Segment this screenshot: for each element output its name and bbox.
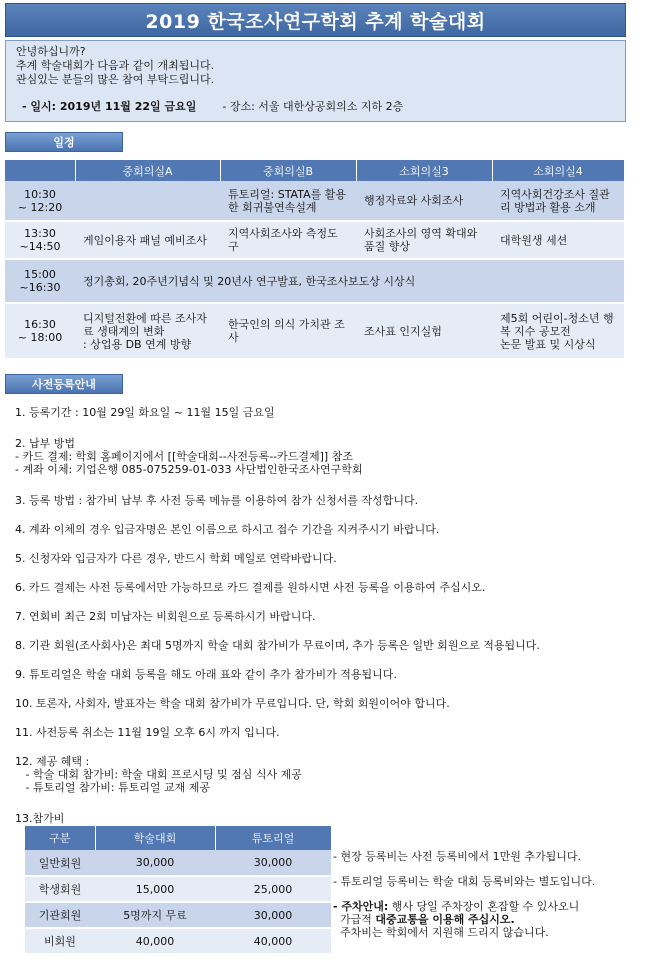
header-cell: 학술대회 xyxy=(95,826,215,850)
note-transit-bold: 대중교통을 이용해 주십시오. xyxy=(375,913,515,926)
header-cell: 소회의실3 xyxy=(356,160,492,181)
fee-category: 기관회원 xyxy=(25,902,95,928)
list-item: - 학술 대회 참가비: 학술 대회 프로시딩 및 점심 식사 제공 xyxy=(15,768,302,781)
list-item: 11. 사전등록 취소는 11월 19일 오후 6시 까지 입니다. xyxy=(15,726,280,739)
list-item: 5. 신청자와 입금자가 다른 경우, 반드시 학회 메일로 연락바랍니다. xyxy=(15,552,337,565)
list-item: 10. 토론자, 사회자, 발표자는 학술 대회 참가비가 무료입니다. 단, 학회 회원이어야 합니다. xyxy=(15,697,450,710)
fee-value: 30,000 xyxy=(215,850,331,876)
table-row xyxy=(25,876,331,902)
fee-value: 25,000 xyxy=(215,876,331,902)
list-item: 9. 튜토리얼은 학술 대회 등록을 해도 아래 표와 같이 추가 참가비가 적용됩니다. xyxy=(15,668,397,681)
session-cell: 튜토리얼: STATA를 활용한 회귀불연속설계 xyxy=(220,181,356,221)
table-row xyxy=(5,181,624,221)
list-item: 8. 기관 회원(조사회사)은 최대 5명까지 학술 대회 참가비가 무료이며, 추가 등록은 일반 회원으로 적용됩니다. xyxy=(15,639,540,652)
fee-table xyxy=(25,826,332,955)
page-title: 2019 한국조사연구학회 추계 학술대회 xyxy=(145,10,486,33)
intro-line: 관심있는 분들의 많은 참여 부탁드립니다. xyxy=(16,73,215,86)
table-row xyxy=(25,902,331,928)
header-cell xyxy=(5,160,75,181)
list-item: 2. 납부 방법 xyxy=(15,437,75,450)
header-cell: 중회의실B xyxy=(220,160,356,181)
header-cell: 중회의실A xyxy=(75,160,220,181)
list-item: 13.참가비 xyxy=(15,812,65,825)
session-cell: 행정자료와 사회조사 xyxy=(356,181,492,221)
time-cell: 16:30 ~ 18:00 xyxy=(5,303,75,359)
table-row xyxy=(5,259,624,303)
time-cell: 13:30 ~14:50 xyxy=(5,221,75,259)
intro-box xyxy=(5,40,626,122)
list-item: 1. 등록기간 : 10월 29일 화요일 ~ 11월 15일 금요일 xyxy=(15,406,275,419)
table-row xyxy=(25,850,331,876)
list-item: - 카드 결제: 학회 홈페이지에서 [[학술대회--사전등록--카드결제]] 참조 xyxy=(15,450,353,463)
note-parking-fee: 주차비는 학회에서 지원해 드리지 않습니다. xyxy=(333,926,549,939)
event-date: - 일시: 2019년 11월 22일 금요일 xyxy=(22,100,197,113)
list-item: 7. 연회비 최근 2회 미납자는 비회원으로 등록하시기 바랍니다. xyxy=(15,610,316,623)
event-info xyxy=(16,100,615,114)
list-item: - 계좌 이체: 기업은행 085-075259-01-033 사단법인한국조사연구학회 xyxy=(15,463,363,476)
list-item: 12. 제공 혜택 : xyxy=(15,755,90,768)
table-header-row xyxy=(5,160,624,181)
page-title-bar xyxy=(5,3,626,37)
list-item: 4. 계좌 이체의 경우 입금자명은 본인 이름으로 하시고 접수 기간을 지켜주시기 바랍니다. xyxy=(15,523,440,536)
table-row xyxy=(5,303,624,359)
table-header-row xyxy=(25,826,331,850)
schedule-table xyxy=(5,160,625,360)
session-cell: 지역사회건강조사 질관리 방법과 활용 소개 xyxy=(492,181,624,221)
time-cell: 10:30 ~ 12:20 xyxy=(5,181,75,221)
session-cell: 지역사회조사와 측정도구 xyxy=(220,221,356,259)
note-transit xyxy=(333,913,515,926)
list-item: - 튜토리얼 참가비: 튜토리얼 교재 제공 xyxy=(15,781,211,794)
time-cell: 15:00 ~16:30 xyxy=(5,259,75,303)
session-cell: 사회조사의 영역 확대와 품질 향상 xyxy=(356,221,492,259)
header-cell: 구분 xyxy=(25,826,95,850)
note-onsite: - 현장 등록비는 사전 등록비에서 1만원 추가됩니다. xyxy=(333,850,581,863)
merged-session-cell: 정기총회, 20주년기념식 및 20년사 연구발표, 한국조사보도상 시상식 xyxy=(75,259,624,303)
table-row xyxy=(25,928,331,954)
intro-line: 추계 학술대회가 다음과 같이 개최됩니다. xyxy=(16,59,215,72)
table-row xyxy=(5,221,624,259)
note-parking-label: - 주차안내: xyxy=(333,900,389,913)
fee-value: 40,000 xyxy=(95,928,215,954)
session-cell: 제5회 어린이-청소년 행복 지수 공모전 논문 발표 및 시상식 xyxy=(492,303,624,359)
fee-category: 비회원 xyxy=(25,928,95,954)
session-cell: 디지털전환에 따른 조사자료 생태계의 변화 : 상업용 DB 연계 방향 xyxy=(75,303,220,359)
session-cell: 한국인의 의식 가치관 조사 xyxy=(220,303,356,359)
fee-value: 5명까지 무료 xyxy=(95,902,215,928)
note-parking xyxy=(333,900,579,913)
fee-value: 40,000 xyxy=(215,928,331,954)
session-cell: 조사표 인지실험 xyxy=(356,303,492,359)
schedule-tab: 일정 xyxy=(5,132,123,152)
session-cell xyxy=(75,181,220,221)
fee-value: 15,000 xyxy=(95,876,215,902)
registration-tab: 사전등록안내 xyxy=(5,374,123,394)
fee-value: 30,000 xyxy=(215,902,331,928)
header-cell: 튜토리얼 xyxy=(215,826,331,850)
session-cell: 대학원생 세션 xyxy=(492,221,624,259)
note-parking-text: 행사 당일 주차장이 혼잡할 수 있사오니 xyxy=(388,900,580,913)
list-item: 6. 카드 결제는 사전 등록에서만 가능하므로 카드 결제를 원하시면 사전 등록을 이용하여 주십시오. xyxy=(15,581,486,594)
fee-category: 일반회원 xyxy=(25,850,95,876)
intro-greeting: 안녕하십니까? xyxy=(16,45,86,58)
session-cell: 게임이용자 패널 예비조사 xyxy=(75,221,220,259)
list-item: 3. 등록 방법 : 참가비 납부 후 사전 등록 메뉴를 이용하여 참가 신청서를 작성합니다. xyxy=(15,494,419,507)
note-tutorial: - 튜토리얼 등록비는 학술 대회 등록비와는 별도입니다. xyxy=(333,875,596,888)
fee-category: 학생회원 xyxy=(25,876,95,902)
header-cell: 소회의실4 xyxy=(492,160,624,181)
fee-value: 30,000 xyxy=(95,850,215,876)
note-transit-pre: 가급적 xyxy=(333,913,376,926)
event-place: - 장소: 서울 대한상공회의소 지하 2층 xyxy=(222,100,404,113)
